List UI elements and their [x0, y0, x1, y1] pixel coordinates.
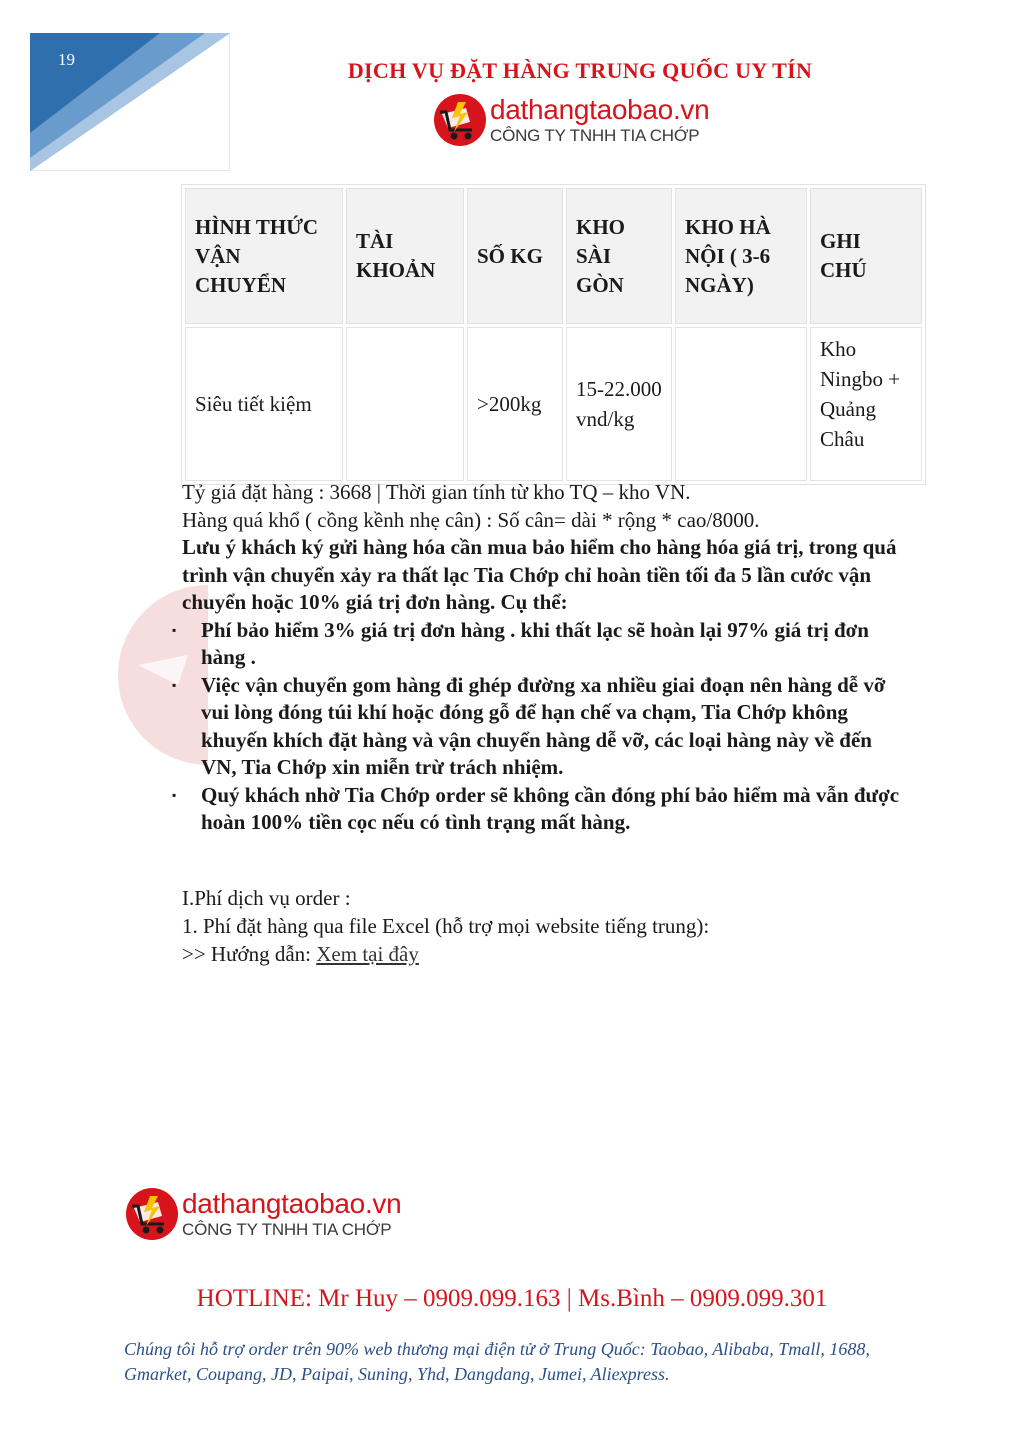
body-text: [182, 479, 912, 837]
excel-order-line: 1. Phí đặt hàng qua file Excel (hỗ trợ mọi website tiếng trung):: [182, 914, 710, 938]
cell-notes: Kho Ningbo + Quảng Châu: [810, 327, 922, 481]
column-header-saigon-warehouse: KHO SÀI GÒN: [566, 188, 672, 324]
section-heading: I.Phí dịch vụ order :: [182, 886, 351, 910]
list-item: ▪ Việc vận chuyển gom hàng đi ghép đường xa nhiều giai đoạn nên hàng dễ vỡ vui lòng đóng túi khí hoặc đóng gỗ để hạn chế va chạm, Tia Chớp không khuyến khích đặt hàng và vận chuyển hàng dễ vỡ, các loại hàng này về đến VN, Tia Chớp xin miễn trừ trách nhiệm.: [182, 672, 912, 782]
table-row: [185, 327, 922, 481]
guide-link[interactable]: Xem tại đây: [316, 942, 419, 966]
company-logo-top[interactable]: [432, 92, 709, 148]
table-header-row: [185, 188, 922, 324]
guide-line: [182, 940, 912, 968]
column-header-shipping-method: HÌNH THỨC VẬN CHUYỂN: [185, 188, 343, 324]
logo-company-text: CÔNG TY TNHH TIA CHỚP: [490, 126, 700, 145]
column-header-hanoi-warehouse: KHO HÀ NỘI ( 3-6 NGÀY): [675, 188, 807, 324]
column-header-weight: SỐ KG: [467, 188, 563, 324]
hotline: HOTLINE: Mr Huy – 0909.099.163 | Ms.Bình – 0909.099.301: [196, 1285, 828, 1312]
cell-shipping-method: Siêu tiết kiệm: [185, 327, 343, 481]
company-logo-bottom[interactable]: [124, 1186, 401, 1242]
column-header-account: TÀI KHOẢN: [346, 188, 464, 324]
list-item: ▪ Phí bảo hiểm 3% giá trị đơn hàng . khi thất lạc sẽ hoàn lại 97% giá trị đơn hàng .: [182, 617, 912, 672]
cell-account: [346, 327, 464, 481]
cell-weight: >200kg: [467, 327, 563, 481]
footer-note: Chúng tôi hỗ trợ order trên 90% web thương mại điện tử ở Trung Quốc: Taobao, Alibaba, Tmall, 1688, Gmarket, Coupang, JD, Paipai, Suning, Yhd, Dangdang, Jumei, Aliexpress.: [124, 1339, 870, 1384]
guide-prefix: >> Hướng dẫn:: [182, 942, 317, 966]
header-title: DỊCH VỤ ĐẶT HÀNG TRUNG QUỐC UY TÍN: [347, 58, 813, 83]
service-fee-section: [182, 884, 912, 968]
cart-logo-icon: [124, 1186, 180, 1242]
logo-domain-text: dathangtaobao.vn: [182, 1188, 402, 1219]
notes-list: [182, 617, 912, 837]
column-header-notes: GHI CHÚ: [810, 188, 922, 324]
cart-logo-icon: [432, 92, 488, 148]
logo-domain-text: dathangtaobao.vn: [490, 94, 710, 125]
oversize-line: Hàng quá khổ ( cồng kềnh nhẹ cân) : Số cân= dài * rộng * cao/8000.: [182, 507, 760, 532]
list-item: ▪ Quý khách nhờ Tia Chớp order sẽ không cần đóng phí bảo hiểm mà vẫn được hoàn 100% tiền cọc nếu có tình trạng mất hàng.: [182, 782, 912, 837]
insurance-warning: Lưu ý khách ký gửi hàng hóa cần mua bảo hiểm cho hàng hóa giá trị, trong quá trình vận chuyển xảy ra thất lạc Tia Chớp chỉ hoàn tiền tối đa 5 lần cước vận chuyển hoặc 10% giá trị đơn hàng. Cụ thể:: [182, 535, 897, 614]
page-number: 19: [58, 50, 75, 69]
cell-saigon-price: 15-22.000 vnd/kg: [566, 327, 672, 481]
exchange-rate-line: Tỷ giá đặt hàng : 3668 | Thời gian tính từ kho TQ – kho VN.: [182, 480, 691, 504]
shipping-rates-table: [181, 184, 926, 485]
logo-company-text: CÔNG TY TNHH TIA CHỚP: [182, 1220, 392, 1239]
cell-hanoi-price: [675, 327, 807, 481]
